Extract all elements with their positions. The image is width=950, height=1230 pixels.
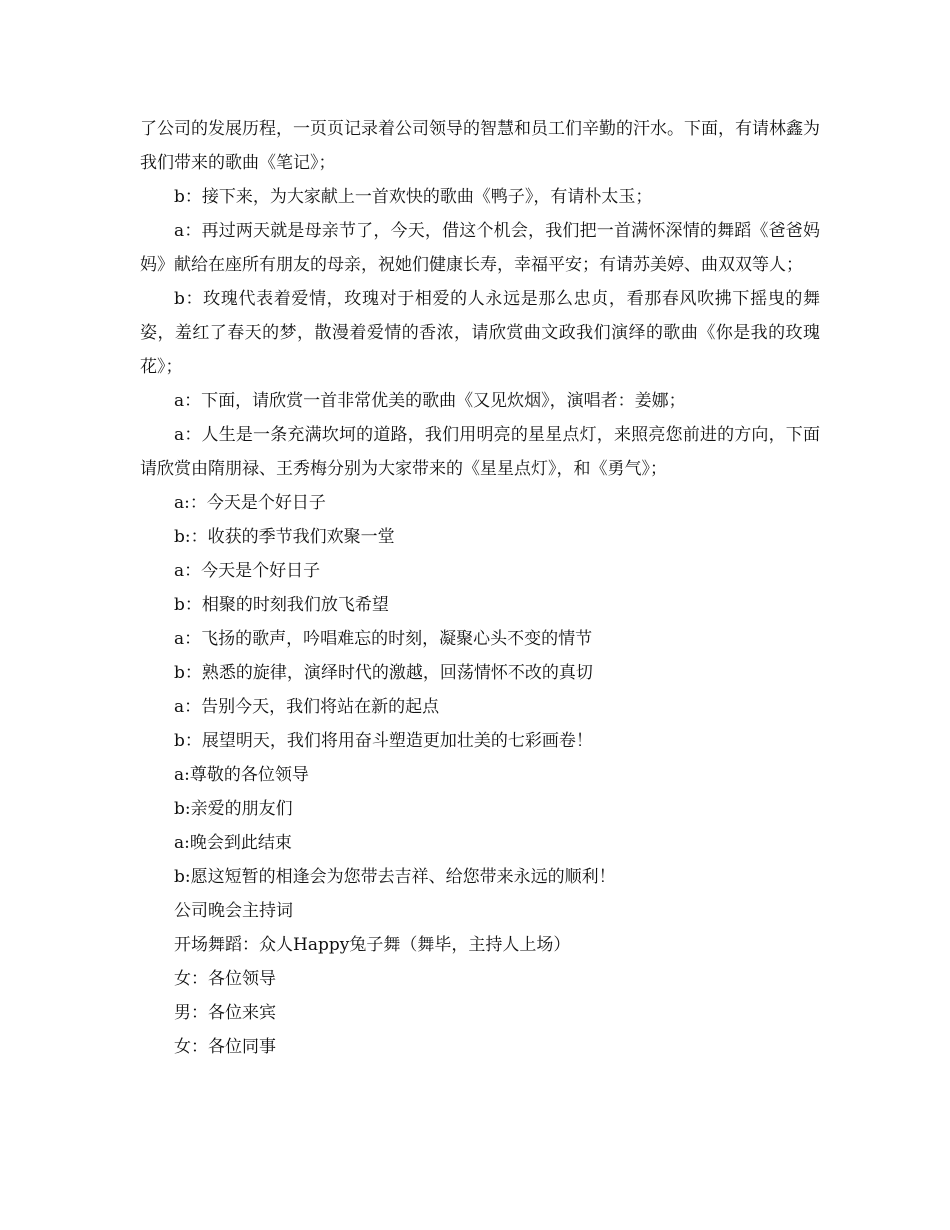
paragraph-continuation: 了公司的发展历程，一页页记录着公司领导的智慧和员工们辛勤的汗水。下面，有请林鑫为我们带来的歌曲《笔记》； xyxy=(140,119,820,173)
paragraph-line: a：告别今天，我们将站在新的起点 xyxy=(174,697,440,717)
paragraph-b-rose: b：玫瑰代表着爱情，玫瑰对于相爱的人永远是那么忠贞，看那春风吹拂下摇曳的舞姿，羞红了春天的梦，散漫着爱情的香浓，请欣赏曲文政我们演绎的歌曲《你是我的玫瑰花》； xyxy=(140,289,820,377)
paragraph-line: a:尊敬的各位领导 xyxy=(174,765,309,785)
paragraph-line: 女：各位领导 xyxy=(174,969,276,989)
paragraph-line: b：熟悉的旋律，演绎时代的激越，回荡情怀不改的真切 xyxy=(174,663,593,683)
paragraph-a-cooking-smoke: a：下面，请欣赏一首非常优美的歌曲《又见炊烟》，演唱者：姜娜； xyxy=(174,391,686,411)
paragraph-line: 开场舞蹈：众人Happy兔子舞（舞毕，主持人上场） xyxy=(174,935,571,955)
paragraph-line: a:：今天是个好日子 xyxy=(174,493,326,513)
paragraph-line: a:晚会到此结束 xyxy=(174,833,292,853)
paragraph-line: a：飞扬的歌声，吟唱难忘的时刻，凝聚心头不变的情节 xyxy=(174,629,593,649)
paragraph-line: b：相聚的时刻我们放飞希望 xyxy=(174,595,389,615)
paragraph-line: a：今天是个好日子 xyxy=(174,561,321,581)
paragraph-line: b：展望明天，我们将用奋斗塑造更加壮美的七彩画卷！ xyxy=(174,731,593,751)
paragraph-b-duck-song: b：接下来，为大家献上一首欢快的歌曲《鸭子》，有请朴太玉； xyxy=(174,187,653,207)
paragraph-line: b:愿这短暂的相逢会为您带去吉祥、给您带来永远的顺利！ xyxy=(174,867,616,887)
paragraph-a-starlight: a：人生是一条充满坎坷的道路，我们用明亮的星星点灯，来照亮您前进的方向，下面请欣赏由隋朋禄、王秀梅分别为大家带来的《星星点灯》，和《勇气》； xyxy=(140,425,820,479)
paragraph-line: b:亲爱的朋友们 xyxy=(174,799,293,819)
document-body xyxy=(140,112,820,1064)
paragraph-line: 女：各位同事 xyxy=(174,1037,276,1057)
paragraph-line: 男：各位来宾 xyxy=(174,1003,276,1023)
section-heading: 公司晚会主持词 xyxy=(174,901,293,921)
paragraph-a-mothers-day: a：再过两天就是母亲节了，今天，借这个机会，我们把一首满怀深情的舞蹈《爸爸妈妈》献给在座所有朋友的母亲，祝她们健康长寿，幸福平安；有请苏美婷、曲双双等人； xyxy=(140,221,820,275)
paragraph-line: b:：收获的季节我们欢聚一堂 xyxy=(174,527,395,547)
